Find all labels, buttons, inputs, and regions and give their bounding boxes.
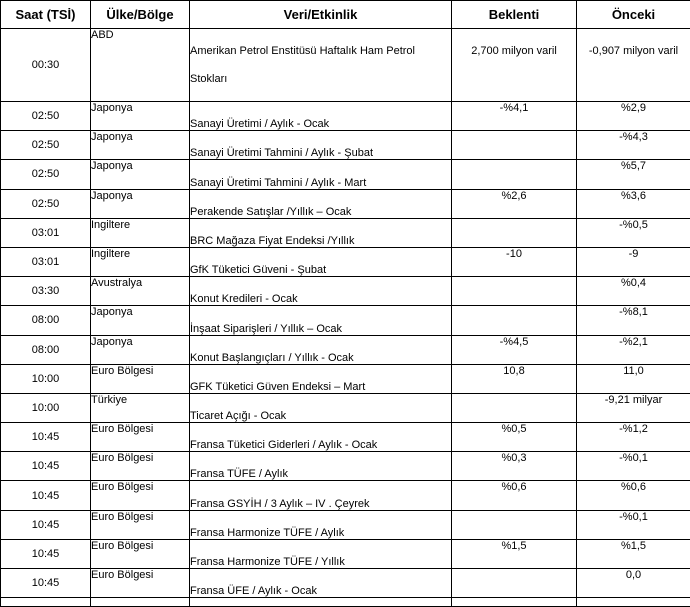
row-previous: -9,21 milyar xyxy=(577,393,690,422)
row-region: Euro Bölgesi xyxy=(91,423,190,452)
row-region: Japonya xyxy=(91,335,190,364)
row-time: 10:45 xyxy=(1,452,91,481)
header-previous: Önceki xyxy=(577,1,690,29)
table-row xyxy=(1,569,690,598)
row-time: 10:45 xyxy=(1,539,91,568)
row-region: Japonya xyxy=(91,160,190,189)
table-row xyxy=(1,452,690,481)
table-row xyxy=(1,29,690,102)
row-expected xyxy=(452,131,577,160)
table-row xyxy=(1,189,690,218)
table-row xyxy=(1,247,690,276)
row-previous: -%0,1 xyxy=(577,452,690,481)
row-previous: %3,6 xyxy=(577,189,690,218)
table-row xyxy=(1,102,690,131)
row-previous: -%2,1 xyxy=(577,335,690,364)
partial-cell xyxy=(190,598,452,607)
row-event: BRC Mağaza Fiyat Endeksi /Yıllık xyxy=(190,218,452,247)
row-previous: %5,7 xyxy=(577,160,690,189)
row-time: 08:00 xyxy=(1,306,91,335)
header-expected: Beklenti xyxy=(452,1,577,29)
row-time: 02:50 xyxy=(1,189,91,218)
table-row xyxy=(1,510,690,539)
row-expected xyxy=(452,277,577,306)
partial-cell xyxy=(91,598,190,607)
row-event: İnşaat Siparişleri / Yıllık – Ocak xyxy=(190,306,452,335)
row-previous: -9 xyxy=(577,247,690,276)
row-previous: %2,9 xyxy=(577,102,690,131)
row-expected xyxy=(452,306,577,335)
header-region: Ülke/Bölge xyxy=(91,1,190,29)
row-previous: -%8,1 xyxy=(577,306,690,335)
table-row xyxy=(1,277,690,306)
row-previous: -%0,1 xyxy=(577,510,690,539)
row-region: Avustralya xyxy=(91,277,190,306)
row-time: 10:45 xyxy=(1,510,91,539)
row-expected: %0,5 xyxy=(452,423,577,452)
row-event: Konut Kredileri - Ocak xyxy=(190,277,452,306)
row-time: 10:45 xyxy=(1,569,91,598)
row-time: 02:50 xyxy=(1,131,91,160)
row-region: Euro Bölgesi xyxy=(91,452,190,481)
partial-cell xyxy=(1,598,91,607)
row-event: Sanayi Üretimi / Aylık - Ocak xyxy=(190,102,452,131)
row-previous: -%1,2 xyxy=(577,423,690,452)
table-row xyxy=(1,131,690,160)
row-region: Türkiye xyxy=(91,393,190,422)
row-event: GfK Tüketici Güveni - Şubat xyxy=(190,247,452,276)
row-expected xyxy=(452,393,577,422)
row-region: ABD xyxy=(91,29,190,102)
row-time: 10:00 xyxy=(1,364,91,393)
row-expected: %1,5 xyxy=(452,539,577,568)
row-previous: %1,5 xyxy=(577,539,690,568)
table-row xyxy=(1,335,690,364)
row-event: Sanayi Üretimi Tahmini / Aylık - Şubat xyxy=(190,131,452,160)
row-previous: %0,6 xyxy=(577,481,690,510)
row-expected xyxy=(452,160,577,189)
row-previous: 11,0 xyxy=(577,364,690,393)
row-previous: -%0,5 xyxy=(577,218,690,247)
row-expected: 10,8 xyxy=(452,364,577,393)
row-region: Ingiltere xyxy=(91,218,190,247)
row-time: 08:00 xyxy=(1,335,91,364)
table-row-partial xyxy=(1,598,690,607)
row-time: 10:00 xyxy=(1,393,91,422)
row-region: Japonya xyxy=(91,102,190,131)
row-event: Fransa GSYİH / 3 Aylık – IV . Çeyrek xyxy=(190,481,452,510)
row-expected: 2,700 milyon varil xyxy=(452,29,577,102)
row-region: Euro Bölgesi xyxy=(91,481,190,510)
row-region: Euro Bölgesi xyxy=(91,510,190,539)
row-event: Ticaret Açığı - Ocak xyxy=(190,393,452,422)
row-expected: %2,6 xyxy=(452,189,577,218)
row-time: 10:45 xyxy=(1,423,91,452)
row-time: 02:50 xyxy=(1,102,91,131)
row-event: Fransa Harmonize TÜFE / Aylık xyxy=(190,510,452,539)
row-region: Ingiltere xyxy=(91,247,190,276)
row-expected: -%4,1 xyxy=(452,102,577,131)
partial-cell xyxy=(577,598,690,607)
row-time: 03:30 xyxy=(1,277,91,306)
row-event: Fransa Harmonize TÜFE / Yıllık xyxy=(190,539,452,568)
row-previous: -0,907 milyon varil xyxy=(577,29,690,102)
partial-cell xyxy=(452,598,577,607)
table-row xyxy=(1,218,690,247)
row-time: 03:01 xyxy=(1,247,91,276)
row-previous: %0,4 xyxy=(577,277,690,306)
row-event: Fransa Tüketici Giderleri / Aylık - Ocak xyxy=(190,423,452,452)
header-row xyxy=(1,1,690,29)
row-time: 03:01 xyxy=(1,218,91,247)
row-expected: %0,3 xyxy=(452,452,577,481)
header-event: Veri/Etkinlik xyxy=(190,1,452,29)
table-row xyxy=(1,393,690,422)
table-row xyxy=(1,423,690,452)
row-time: 02:50 xyxy=(1,160,91,189)
row-region: Japonya xyxy=(91,131,190,160)
row-event: Sanayi Üretimi Tahmini / Aylık - Mart xyxy=(190,160,452,189)
table-row xyxy=(1,306,690,335)
row-expected: %0,6 xyxy=(452,481,577,510)
table-row xyxy=(1,539,690,568)
row-expected: -10 xyxy=(452,247,577,276)
row-expected xyxy=(452,569,577,598)
row-region: Japonya xyxy=(91,306,190,335)
row-event: Perakende Satışlar /Yıllık – Ocak xyxy=(190,189,452,218)
table-row xyxy=(1,364,690,393)
row-previous: 0,0 xyxy=(577,569,690,598)
table-row xyxy=(1,160,690,189)
row-event: GFK Tüketici Güven Endeksi – Mart xyxy=(190,364,452,393)
row-event: Konut Başlangıçları / Yıllık - Ocak xyxy=(190,335,452,364)
table-row xyxy=(1,481,690,510)
row-event: Fransa TÜFE / Aylık xyxy=(190,452,452,481)
row-expected: -%4,5 xyxy=(452,335,577,364)
row-previous: -%4,3 xyxy=(577,131,690,160)
row-time: 10:45 xyxy=(1,481,91,510)
row-event: Amerikan Petrol Enstitüsü Haftalık Ham Petrol Stokları xyxy=(190,29,452,102)
row-region: Euro Bölgesi xyxy=(91,364,190,393)
row-region: Japonya xyxy=(91,189,190,218)
row-expected xyxy=(452,218,577,247)
row-region: Euro Bölgesi xyxy=(91,569,190,598)
row-expected xyxy=(452,510,577,539)
row-time: 00:30 xyxy=(1,29,91,102)
row-event: Fransa ÜFE / Aylık - Ocak xyxy=(190,569,452,598)
header-time: Saat (TSİ) xyxy=(1,1,91,29)
row-region: Euro Bölgesi xyxy=(91,539,190,568)
